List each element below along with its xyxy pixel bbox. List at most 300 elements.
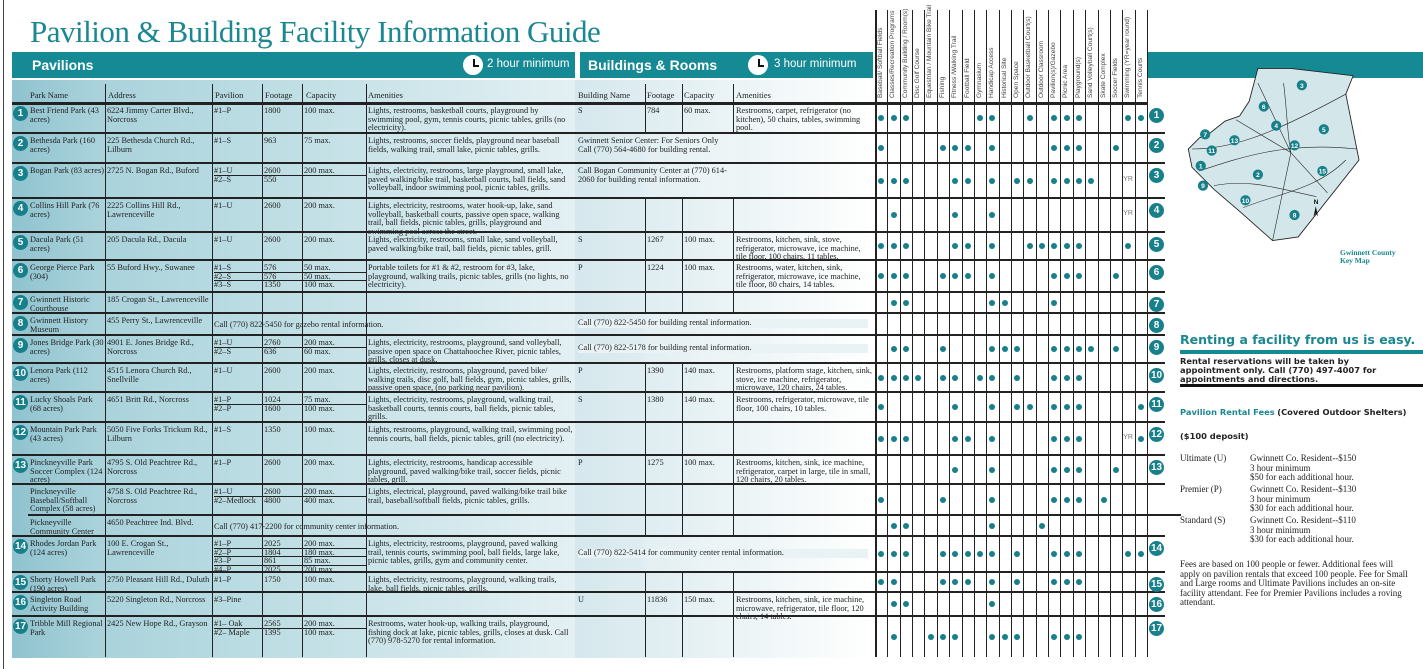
facility-dot [1051, 346, 1057, 352]
fee-minimum: 3 hour minimum [1250, 524, 1311, 535]
building-amenities: Restrooms, kitchen, sink, ice machine, microwave, refrigerator, tile floor, 120 chairs, 14 tables. [736, 596, 865, 622]
buildings-minimum: 3 hour minimum [774, 58, 857, 70]
facility-dot [903, 346, 909, 352]
facility-dot [903, 273, 909, 279]
facility-dot [1051, 436, 1057, 442]
facility-dot [878, 579, 884, 585]
pavilion-id-list [214, 540, 264, 574]
pavilion-footage: 576 [264, 264, 304, 273]
facility-column-header: Baseball/ Softball Fields [877, 27, 884, 98]
pavilion-capacity: 180 max. [304, 549, 366, 558]
facility-dot [903, 115, 909, 121]
pavilion-capacity-list [304, 236, 366, 245]
map-park-marker [1259, 101, 1269, 111]
facility-column-header: Picnic Area [1062, 65, 1070, 98]
pavilion-capacity: 100 max. [304, 627, 335, 637]
fee-details [1250, 454, 1356, 483]
pavilion-id-list [214, 576, 264, 585]
building-amenities: Restrooms, refrigerator, microwave, tile floor, 100 chairs, 10 tables. [736, 396, 869, 413]
row-divider [12, 571, 1165, 573]
building-capacity: 150 max. [684, 596, 715, 604]
facility-column-header: Disc Golf Course [914, 48, 922, 98]
pavilion-id: #1–U [214, 202, 233, 210]
facility-dot [952, 634, 958, 640]
facility-dot [1076, 467, 1082, 473]
facility-dot [940, 497, 946, 503]
row-number-badge: 15 [14, 577, 27, 588]
facility-dot [940, 145, 946, 151]
facility-dot [928, 634, 934, 640]
pavilion-footage: 2600 [264, 202, 281, 210]
pavilion-footage: 2760 [264, 339, 304, 348]
fee-type: Ultimate (U) [1180, 453, 1227, 463]
building-rental-call: Call (770) 822-5414 for community center rental information. [578, 549, 868, 558]
facility-dot [891, 273, 897, 279]
pavilion-id: #1–P [214, 576, 232, 584]
facility-column-header: Swimming (YR=year round) [1124, 16, 1132, 98]
row-number-badge: 3 [1149, 168, 1164, 183]
pavilion-footage-list [264, 107, 304, 116]
park-name: Rhodes Jordan Park (124 acres) [30, 540, 97, 557]
park-address: 4515 Lenora Church Rd., Snellville [107, 367, 192, 384]
pavilion-amenities: Lights, electricity, restrooms, playground, paved walking trail, tennis courts, swimming pool, ball fields, large lake, picnic tables, grills, gym and community center. [368, 540, 560, 566]
pavilion-footage: 861 [264, 557, 304, 566]
map-park-marker [1289, 210, 1299, 220]
pavilion-capacity: 200 max. [304, 167, 366, 176]
row-number-badge: 14 [14, 541, 27, 552]
facility-dot [903, 178, 909, 184]
building-amenities: Restrooms, water, kitchen, sink, refrigerator, microwave, ice machine, tile floor, 80 chairs, 14 tables. [736, 264, 861, 290]
facility-column-header: Gymnasium [975, 62, 983, 98]
facility-dot [989, 467, 995, 473]
rental-reservations: Rental reservations will be taken by appointment only. Call (770) 497-4007 for appointments and directions. [1180, 356, 1377, 384]
facility-dot [1125, 243, 1131, 249]
row-number-badge: 2 [13, 136, 28, 151]
row-number-badge: 4 [13, 201, 28, 216]
fees-note: Fees are based on 100 people or fewer. Additional fees will apply on pavilion rentals that exceed 100 people. Fee for Small and Large rooms and Ultimate Pavilions includes an on-site facility attendant. Fee for Premier Pavilions includes a roving attendant. [1180, 559, 1408, 607]
park-address: 5050 Five Forks Trickum Rd., Lilburn [107, 426, 208, 443]
building-name: U [578, 596, 584, 604]
pavilion-footage-list [264, 367, 304, 376]
pavilion-id-list [214, 137, 264, 146]
facility-column-header: Handicap Access [988, 47, 996, 98]
facility-dot [952, 436, 958, 442]
facility-dot [1138, 436, 1144, 442]
pavilion-footage-list [264, 396, 304, 413]
facility-dot [1014, 634, 1020, 640]
pavilion-footage: 576 [264, 273, 304, 282]
facility-dot [1051, 115, 1057, 121]
park-address: 4795 S. Old Peachtree Rd., Norcross [107, 459, 198, 476]
facility-column-header: Tennis Courts [1136, 57, 1144, 98]
row-number-badge: 13 [14, 460, 27, 471]
row-number-badge: 17 [14, 621, 27, 632]
facility-dot [1113, 346, 1119, 352]
map-park-marker [1253, 170, 1263, 180]
facility-dot [1064, 145, 1070, 151]
facility-dot [1076, 243, 1082, 249]
park-address: 225 Bethesda Church Rd., Lilburn [107, 137, 195, 154]
facility-dot [1064, 346, 1070, 352]
facility-dot [1064, 375, 1070, 381]
facility-dot [1076, 346, 1082, 352]
park-address: 4901 E. Jones Bridge Rd., Norcross [107, 339, 194, 356]
facility-dot [1088, 346, 1094, 352]
facility-dot [1101, 497, 1107, 503]
pavilion-footage-list [264, 488, 304, 505]
row-number-badge: 14 [1150, 543, 1163, 554]
pavilion-id: #1–S [214, 264, 264, 273]
fee-extra-hour: $50 for each additional hour. [1250, 472, 1354, 482]
row-divider [12, 615, 1165, 617]
pavilion-footage: 1804 [264, 549, 304, 558]
svg-text:9: 9 [1201, 183, 1205, 191]
facility-dot [1039, 523, 1045, 529]
row-number-badge: 1 [13, 106, 28, 121]
facility-dot [965, 579, 971, 585]
facility-dot [965, 551, 971, 557]
pavilion-footage-list [264, 459, 304, 468]
pavilion-id-list [214, 107, 264, 116]
facility-dot [965, 243, 971, 249]
facility-dot [878, 497, 884, 503]
row-divider [12, 132, 1165, 134]
svg-text:1: 1 [1198, 163, 1203, 171]
facility-dot [989, 346, 995, 352]
pavilion-id-list [214, 367, 264, 376]
pavilion-id: #2–P [214, 403, 232, 413]
facility-dot [878, 145, 884, 151]
facility-column-header: Playground(s) [1074, 56, 1082, 98]
swimming-year-round-label: YR [1123, 175, 1133, 183]
pavilion-id: #2–S [214, 174, 232, 184]
facility-column-header: Equestrian / Mountain Bike Trail [926, 4, 934, 98]
facility-dot [1064, 404, 1070, 410]
map-park-marker [1271, 120, 1281, 130]
park-name: Pinckneyville Park Soccer Complex (124 acres) [30, 459, 103, 485]
pavilion-capacity: 50 max. [304, 273, 366, 282]
row-number-badge: 17 [1150, 623, 1163, 634]
header-building-amenities: Amenities [736, 90, 771, 100]
facility-dot [903, 551, 909, 557]
facility-dot [878, 178, 884, 184]
facility-dot [1002, 346, 1008, 352]
pavilion-footage-list [264, 167, 304, 184]
pavilion-footage-list [264, 620, 304, 637]
pavilion-id: #3–S [214, 280, 232, 290]
svg-text:5: 5 [1322, 126, 1326, 134]
svg-text:13: 13 [1230, 137, 1239, 145]
facility-dot [891, 115, 897, 121]
pavilion-capacity-list [304, 367, 366, 376]
pavilion-footage: 2600 [264, 459, 281, 467]
row-number-badge: 2 [1149, 138, 1164, 153]
park-address: 205 Dacula Rd., Dacula [107, 236, 187, 244]
building-name: S [578, 107, 583, 115]
fee-price: Gwinnett Co. Resident--$150 [1250, 453, 1357, 463]
pavilion-footage: 2600 [264, 367, 281, 375]
building-footage: 11836 [647, 596, 668, 604]
park-name: Lucky Shoals Park (68 acres) [30, 396, 93, 413]
row-number-badge: 16 [1150, 599, 1163, 610]
svg-text:15: 15 [1318, 168, 1327, 176]
row-number-badge: 11 [13, 395, 28, 410]
facility-dot [940, 551, 946, 557]
facility-dot [989, 273, 995, 279]
pavilion-id-list [214, 459, 264, 468]
row-number-badge: 6 [1149, 265, 1164, 280]
facility-dot [891, 300, 897, 306]
facility-dot [1064, 436, 1070, 442]
facility-dot [903, 243, 909, 249]
pavilion-id-list [214, 264, 264, 290]
fees-subtitle: (Covered Outdoor Shelters) [1277, 407, 1407, 417]
gwinnett-county-key-map [1170, 40, 1370, 280]
svg-text:2: 2 [1256, 172, 1260, 180]
building-capacity: 60 max. [684, 107, 711, 115]
facility-dot [1138, 115, 1144, 121]
pavilions-band [12, 52, 575, 78]
pavilion-capacity-list [304, 576, 366, 585]
facility-dot [1027, 243, 1033, 249]
facility-dot [1113, 467, 1119, 473]
row-divider [12, 535, 1165, 537]
facility-dot [1051, 178, 1057, 184]
pavilion-id: #1–U [214, 367, 233, 375]
facility-dot [1076, 404, 1082, 410]
facility-dot [1113, 145, 1119, 151]
pavilion-id: #2– Maple [214, 627, 250, 637]
facility-dot [1014, 579, 1020, 585]
pavilion-amenities: Restrooms, water hook-up, walking trails, playground, fishing dock at lake, picnic tables, grills, closes at dusk. Call (770) 978-5270 for rental information. [368, 620, 569, 646]
pavilion-footage: 4800 [264, 495, 281, 505]
building-capacity: 100 max. [684, 264, 715, 272]
fee-minimum: 3 hour minimum [1250, 462, 1311, 473]
facility-dot [1051, 579, 1057, 585]
pavilion-footage: 1395 [264, 627, 281, 637]
header-address: Address [108, 90, 136, 100]
facility-dot [1076, 273, 1082, 279]
row-divider [12, 197, 1165, 199]
facility-dot [1051, 375, 1057, 381]
row-number-badge: 5 [13, 235, 28, 250]
park-address: 4651 Britt Rd., Norcross [107, 396, 189, 404]
pavilion-id-list [214, 202, 264, 211]
buildings-heading: Buildings & Rooms [588, 57, 718, 73]
facility-dot [1051, 404, 1057, 410]
pavilion-amenities: Lights, electricity, restrooms, playground, sand volleyball, passive open space on Chattahoochee River, picnic tables, grills, closes at dusk. [368, 339, 562, 365]
row-number-badge: 9 [1149, 340, 1164, 355]
building-footage: 1275 [647, 459, 664, 467]
pavilion-footage: 1600 [264, 403, 281, 413]
pavilion-amenities: Lights, electricity, restrooms, large playground, small lake, paved walking/bike trail, basketball courts, ball fields, sand volleyball, indoor swimming pool, picnic tables, grills. [368, 167, 566, 193]
pavilion-amenities: Lights, restrooms, soccer fields, playground near baseball fields, walking trail, small lake, picnic tables, grills. [368, 137, 560, 154]
building-footage: 784 [647, 107, 660, 115]
pavilion-capacity: 200 max. [304, 236, 335, 244]
map-park-marker [1317, 166, 1327, 176]
facility-column-header: Soccer Fields [1111, 58, 1119, 98]
rental-black-rule [1180, 384, 1423, 387]
facility-dot [952, 178, 958, 184]
building-rental-call: Call (770) 822-5450 for building rental information. [578, 319, 868, 328]
pavilion-amenities: Lights, electricity, restrooms, handicap accessible playground, paved walking/bike trail, soccer fields, picnic tables, grill. [368, 459, 561, 485]
pavilion-amenities: Lights, electricity, restrooms, water hook-up, lake, sand volleyball, basketball courts, passive open space, walking trail, ball fields, picnic tables, grills, playground and swimming pool across the street. [368, 202, 560, 236]
pavilion-capacity-list [304, 107, 366, 116]
facility-dot [952, 467, 958, 473]
pavilion-amenities: Portable toilets for #1 & #2, restroom for #3, lake, playground, walking trails, picnic tables, grills (no lights, no electricity). [368, 264, 569, 290]
pavilion-amenities: Lights, restrooms, playground, walking trail, swimming pool, tennis courts, ball fields, picnic tables, grill (no electricity). [368, 426, 573, 443]
svg-text:6: 6 [1261, 104, 1266, 112]
facility-dot [891, 634, 897, 640]
facility-dot [1076, 579, 1082, 585]
pavilion-amenities: Lights, restrooms, basketball courts, playground by swimming pool, gym, tennis courts, picnic tables, grills (no electricity). [368, 107, 566, 133]
facility-dot [891, 436, 897, 442]
pavilion-id: #1–P [214, 540, 264, 549]
facility-dot [952, 551, 958, 557]
pavilion-capacity-list [304, 167, 366, 184]
facility-dot [1064, 634, 1070, 640]
park-name: Gwinnett Historic Courthouse [30, 296, 90, 313]
facility-dot [940, 579, 946, 585]
facility-dot [878, 404, 884, 410]
park-name: Pinckneyville Baseball/Softball Complex (58 acres) [30, 488, 96, 514]
facility-dot [878, 436, 884, 442]
row-number-badge: 8 [1149, 318, 1164, 333]
facility-dot [1076, 634, 1082, 640]
building-footage: 1267 [647, 236, 664, 244]
facility-dot [977, 375, 983, 381]
map-park-marker [1289, 140, 1299, 150]
park-name: Jones Bridge Park (30 acres) [30, 339, 104, 356]
map-park-marker [1196, 161, 1206, 171]
pavilion-footage-list [264, 202, 304, 211]
park-name: George Pierce Park (304) [30, 264, 95, 281]
facility-dot [1027, 178, 1033, 184]
facility-dot [903, 300, 909, 306]
pavilion-footage: 1024 [264, 396, 304, 405]
row-divider [12, 259, 1165, 261]
park-address: 2725 N. Bogan Rd., Buford [107, 167, 199, 175]
pavilion-rental-call: Call (770) 417-2200 for community center information. [214, 523, 400, 531]
facility-dot [903, 523, 909, 529]
map-park-marker [1207, 145, 1217, 155]
pavilion-capacity: 100 max. [304, 107, 335, 115]
pavilion-footage: 2600 [264, 236, 281, 244]
facility-dot [878, 115, 884, 121]
fee-details [1250, 516, 1356, 545]
facility-dot [1051, 243, 1057, 249]
building-amenities: Restrooms, carpet, refrigerator (no kitchen), 50 chairs, tables, swimming pool. [736, 107, 861, 133]
building-name: P [578, 367, 583, 375]
facility-dot [1076, 375, 1082, 381]
swimming-year-round-label: YR [1123, 210, 1133, 217]
facility-dot [989, 178, 995, 184]
pavilion-footage: 2600 [264, 488, 304, 497]
facility-dot [989, 243, 995, 249]
pavilion-amenities: Lights, electricity, restrooms, playground, walking trail, basketball courts, tennis courts, ball fields, picnic tables, grills. [368, 396, 556, 422]
pavilion-capacity-list [304, 459, 366, 468]
pavilion-capacity: 75 max. [304, 137, 331, 145]
pavilion-id: #4–P [214, 564, 232, 574]
fees-title: Pavilion Rental Fees [1180, 407, 1275, 417]
pavilion-id: #1–S [214, 137, 232, 145]
deposit: ($100 deposit) [1180, 431, 1249, 441]
park-name: Gwinnett History Museum [30, 317, 88, 334]
pavilion-footage: 2025 [264, 540, 304, 549]
facility-dot [1027, 115, 1033, 121]
pavilion-footage: 1350 [264, 426, 281, 434]
pavilion-id: #1–P [214, 396, 264, 405]
pavilion-footage: 636 [264, 346, 277, 356]
row-divider [12, 334, 1165, 336]
facility-dot [1002, 634, 1008, 640]
facility-dot [965, 436, 971, 442]
pavilion-amenities: Lights, electricity, restrooms, playground, paved bike/ walking trails, disc golf, ball fields, gym, picnic tables, grills, passive open space, (no parking near pavilion). [368, 367, 572, 393]
park-address: 2225 Collins Hill Rd., Lawrenceville [107, 202, 181, 219]
facility-dot [977, 551, 983, 557]
park-name: Mountain Park Park (43 acres) [30, 426, 97, 443]
pavilion-amenities: Lights, electricity, restrooms, playground, walking trails, lake, ball fields, picnic tables, grills. [368, 576, 557, 593]
facility-dot [1064, 243, 1070, 249]
facility-dot [952, 243, 958, 249]
clock-icon [748, 55, 768, 75]
pavilion-id-list [214, 396, 264, 413]
pavilion-capacity: 200 max. [304, 367, 335, 375]
facility-dot [989, 212, 995, 218]
facility-dot [989, 523, 995, 529]
park-address: 185 Crogan St., Lawrenceville [107, 296, 209, 304]
row-divider [12, 362, 1165, 364]
row-number-badge: 13 [1150, 462, 1163, 473]
pavilion-footage-list [264, 596, 304, 605]
building-footage: 1390 [647, 367, 664, 375]
park-name: Dacula Park (51 acres) [30, 236, 84, 253]
pavilion-capacity: 100 max. [304, 576, 335, 584]
row-number-badge: 12 [1150, 429, 1163, 440]
row-number-badge: 7 [13, 295, 28, 310]
pavilion-footage: 1750 [264, 576, 281, 584]
row-number-badge: 12 [14, 427, 27, 438]
facility-dot [1138, 404, 1144, 410]
pavilion-capacity [304, 176, 366, 185]
header-capacity: Capacity [306, 90, 337, 100]
facility-dot [1014, 404, 1020, 410]
facility-dot [891, 212, 897, 218]
facility-dot [891, 375, 897, 381]
pavilion-capacity: 200 max. [304, 620, 366, 629]
facility-dot [940, 346, 946, 352]
pavilion-id: #1–P [214, 459, 232, 467]
fee-type: Standard (S) [1180, 515, 1226, 525]
facility-dot [952, 579, 958, 585]
rental-title: Renting a facility from us is easy. [1180, 332, 1416, 347]
pavilion-capacity: 100 max. [304, 403, 335, 413]
facility-dot [891, 523, 897, 529]
park-address: 455 Perry St., Lawrenceville [107, 317, 203, 325]
building-amenities: Restrooms, kitchen, sink, ice machine, refrigerator, carpet in large, tile in small, 120 chairs, 20 tables. [736, 459, 871, 485]
row-divider [12, 421, 1165, 423]
facility-dot [903, 601, 909, 607]
buildings-band [580, 52, 873, 78]
row-divider [12, 391, 1165, 393]
building-name: S [578, 396, 583, 404]
facility-dot [878, 551, 884, 557]
park-name: Bogan Park (83 acres) [30, 167, 104, 175]
park-name: Lenora Park (112 acres) [30, 367, 88, 384]
facility-dot [1064, 551, 1070, 557]
svg-text:7: 7 [1203, 131, 1208, 139]
pavilion-capacity: 200 max. [304, 202, 335, 210]
